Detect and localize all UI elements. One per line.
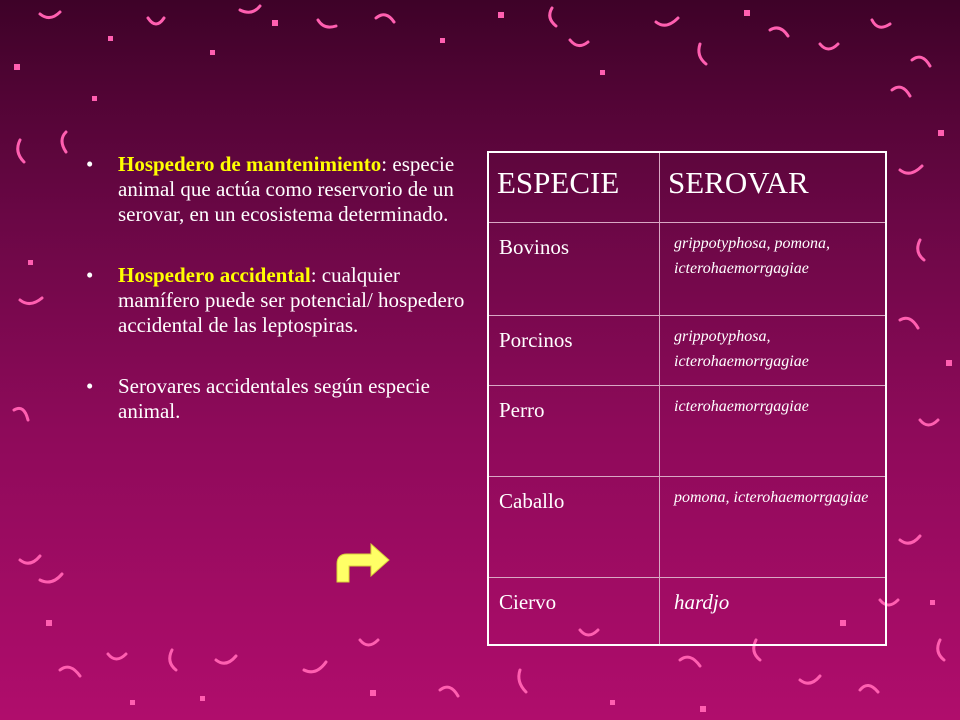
header-serovar: SEROVAR (660, 152, 887, 222)
serovar-cell: grippotyphosa, pomona, icterohaemorrgagiae (660, 222, 887, 315)
bullet-symbol: • (86, 374, 94, 398)
table-row (488, 315, 886, 385)
bullet-term: Hospedero de mantenimiento (118, 152, 382, 176)
header-especie: ESPECIE (488, 152, 660, 222)
serovar-cell: icterohaemorrgagiae (660, 385, 887, 476)
species-cell: Perro (488, 385, 660, 476)
table-row (488, 222, 886, 315)
bullet-maintenance-host (86, 152, 466, 227)
table-header-row (488, 152, 886, 222)
serovar-cell: hardjo (660, 577, 887, 645)
serovar-cell: pomona, icterohaemorrgagiae (660, 476, 887, 577)
bullet-text: Serovares accidentales según especie animal. (118, 374, 430, 423)
species-cell: Porcinos (488, 315, 660, 385)
bullet-text: cualquier mamífero puede ser potencial/ hospedero accidental de las leptospiras. (118, 263, 465, 337)
serovar-cell: grippotyphosa, icterohaemorrgagiae (660, 315, 887, 385)
species-cell: Ciervo (488, 577, 660, 645)
table-row (488, 577, 886, 645)
bullet-term: Hospedero accidental (118, 263, 311, 287)
species-cell: Bovinos (488, 222, 660, 315)
table-row (488, 476, 886, 577)
bullet-text: especie animal que actúa como reservorio de un serovar, en un ecosistema determinado. (118, 152, 455, 226)
species-serovar-table (487, 151, 887, 646)
bullet-symbol: • (86, 152, 94, 176)
table-row (488, 385, 886, 476)
bullet-colon: : (381, 152, 388, 176)
bullet-symbol: • (86, 263, 94, 287)
bullet-colon: : (310, 263, 317, 287)
species-cell: Caballo (488, 476, 660, 577)
bullet-accidental-host (86, 263, 466, 338)
bullet-accidental-serovars (86, 374, 466, 424)
bullet-list (86, 152, 466, 460)
arrow-icon (333, 540, 393, 585)
